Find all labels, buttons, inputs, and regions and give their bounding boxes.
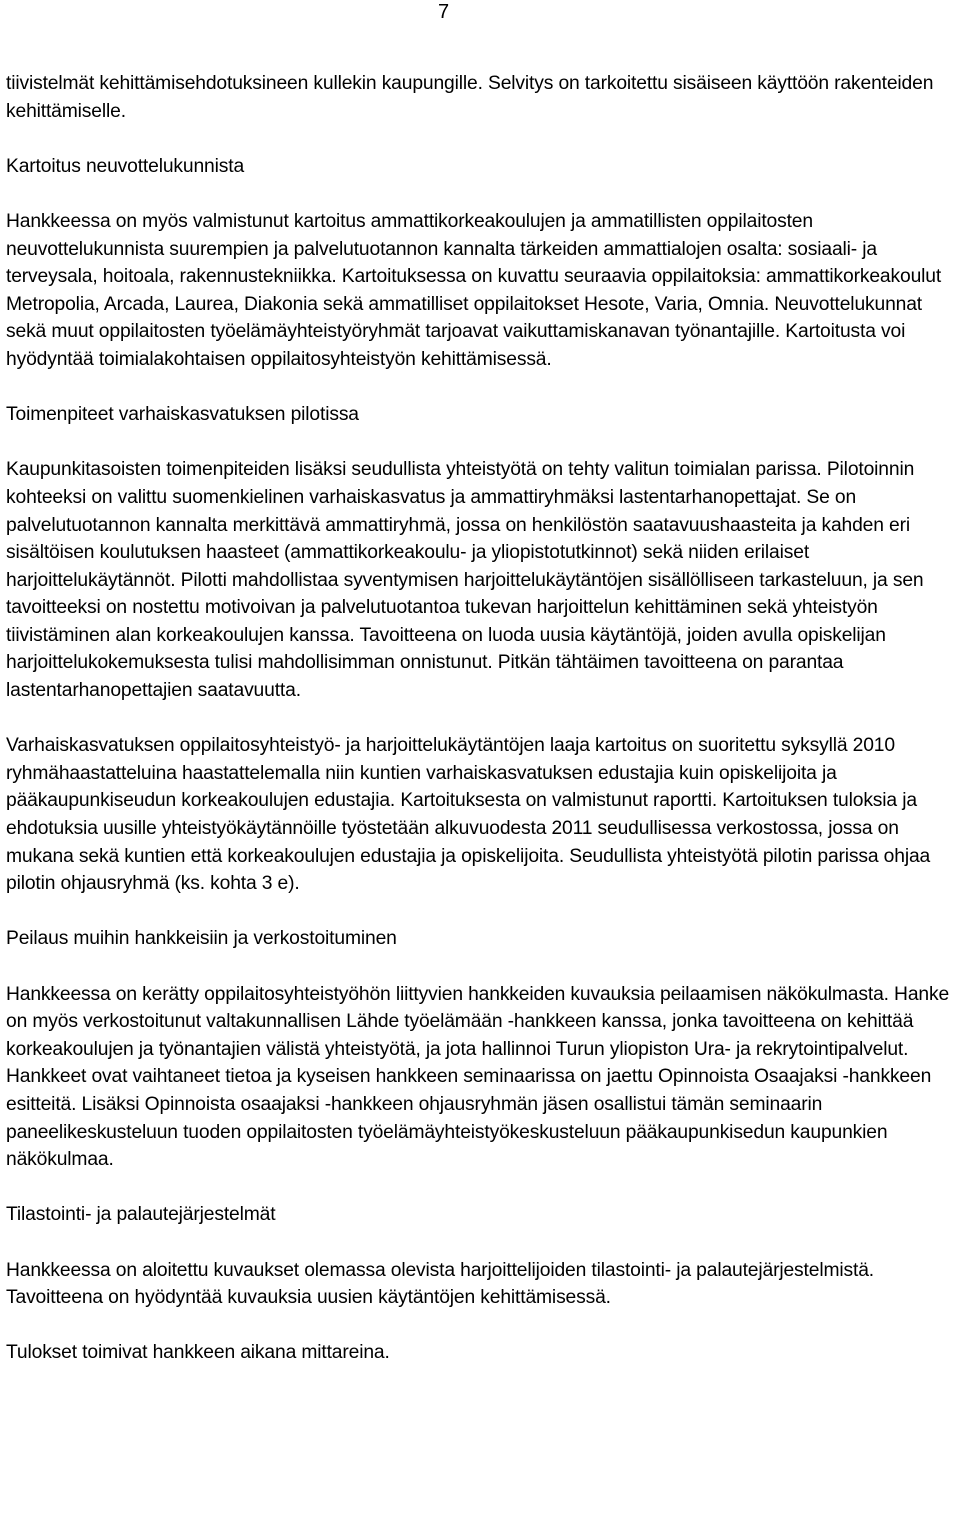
section-heading-statistics: Tilastointi- ja palautejärjestelmät xyxy=(6,1204,276,1226)
spacer xyxy=(6,374,960,402)
results-line: Tulokset toimivat hankkeen aikana mittareina. xyxy=(6,1342,390,1364)
spacer xyxy=(6,898,960,926)
spacer xyxy=(6,953,960,981)
pilot-paragraph-2: Varhaiskasvatuksen oppilaitosyhteistyö- ja harjoittelukäytäntöjen laaja kartoitus on suoritettu syksyllä 2010 ryhmähaastatteluina haastattelemalla niin kuntien varhaiskasvatuksen edustajia kuin opiskelijoita ja pääkaupunkiseudun korkeakoulujen edustajia. Kartoituksesta on valmistunut raportti. Kartoituksen tuloksia ja ehdotuksia uusille yhteistyökäytännöille työstetään alkuvuodesta 2011 seudullisessa verkostossa, jossa on mukana sekä kuntien että korkeakoulujen edustajia ja opiskelijoita. Seudullista yhteistyötä pilotin parissa ohjaa pilotin ohjausryhmä (ks. kohta 3 e). xyxy=(6,735,931,895)
spacer xyxy=(6,1174,960,1202)
spacer xyxy=(6,1229,960,1257)
negotiation-paragraph: Hankkeessa on myös valmistunut kartoitus ammattikorkeakoulujen ja ammatillisten oppilaitosten neuvottelukunnista suurempien ja palvelutuotannon kannalta tärkeiden ammattialojen osalta: sosiaali- ja terveysala, hoitoala, rakennustekniikka. Kartoituksessa on kuvattu seuraavia oppilaitoksia: ammattikorkeakoulut Metropolia, Arcada, Laurea, Diakonia sekä ammatilliset oppilaitokset Hesote, Varia, Omnia. Neuvottelukunnat sekä muut oppilaitosten työelämäyhteistyöryhmät tarjoavat vaikuttamiskanavan työnantajille. Kartoitusta voi hyödyntää toimialakohtaisen oppilaitosyhteistyön kehittämisessä. xyxy=(6,210,942,370)
section-heading-pilot: Toimenpiteet varhaiskasvatuksen pilotissa xyxy=(6,404,359,426)
spacer xyxy=(6,125,960,153)
statistics-paragraph: Hankkeessa on aloitettu kuvaukset olemassa olevista harjoittelijoiden tilastointi- ja palautejärjestelmistä. Tavoitteena on hyödyntää kuvauksia uusien käytäntöjen kehittämisessä. xyxy=(6,1259,874,1309)
section-heading-negotiation: Kartoitus neuvottelukunnista xyxy=(6,155,245,177)
page-number: 7 xyxy=(438,1,450,23)
benchmark-paragraph: Hankkeessa on kerätty oppilaitosyhteistyöhön liittyvien hankkeiden kuvauksia peilaamisen näkökulmasta. Hanke on myös verkostoitunut valtakunnallisen Lähde työelämään -hankkeen kanssa, jonka tavoitteena on kehittää korkeakoulujen ja työnantajien välistä yhteistyötä, ja jota hallinnoi Turun yliopiston Ura- ja rekrytointipalvelut. Hankkeet ovat vaihtaneet tietoa ja kyseisen hankkeen seminaarissa on jaettu Opinnoista Osaajaksi -hankkeen esitteitä. Lisäksi Opinnoista osaajaksi -hankkeen ohjausryhmän jäsen osallistui tämän seminaarin paneelikeskusteluun tuoden oppilaitosten työelämäyhteistyökeskusteluun pääkaupunkisedun kaupunkien näkökulmaa. xyxy=(6,983,950,1171)
document-body xyxy=(6,70,960,1367)
section-heading-benchmark: Peilaus muihin hankkeisiin ja verkostoituminen xyxy=(6,928,397,950)
pilot-paragraph-1: Kaupunkitasoisten toimenpiteiden lisäksi seudullista yhteistyötä on tehty valitun toimialan parissa. Pilotoinnin kohteeksi on valittu suomenkielinen varhaiskasvatus ja ammattiryhmäksi lastentarhanopettajat. Se on palvelutuotannon kannalta merkittävä ammattiryhmä, jossa on henkilöstön saatavuushaasteita ja kahden eri sisältöisen koulutuksen haasteet (ammattikorkeakoulu- ja yliopistotutkinnot) sekä niiden erilaiset harjoittelukäytännöt. Pilotti mahdollistaa syventymisen harjoittelukäytäntöjen sisällölliseen tarkasteluun, ja sen tavoitteeksi on nostettu motivoivan ja palvelutuotantoa tukevan harjoittelun kehittäminen sekä yhteistyön tiivistäminen alan korkeakoulujen kanssa. Tavoitteena on luoda uusia käytäntöjä, joiden avulla opiskelijan harjoittelukokemuksesta tulisi mahdollisimman onnistunut. Pitkän tähtäimen tavoitteena on parantaa lastentarhanopettajien saatavuutta. xyxy=(6,459,924,702)
intro-paragraph: tiivistelmät kehittämisehdotuksineen kullekin kaupungille. Selvitys on tarkoitettu sisäiseen käyttöön rakenteiden kehittämiselle. xyxy=(6,73,934,122)
spacer xyxy=(6,1312,960,1340)
spacer xyxy=(6,180,960,208)
spacer xyxy=(6,429,960,457)
spacer xyxy=(6,705,960,733)
